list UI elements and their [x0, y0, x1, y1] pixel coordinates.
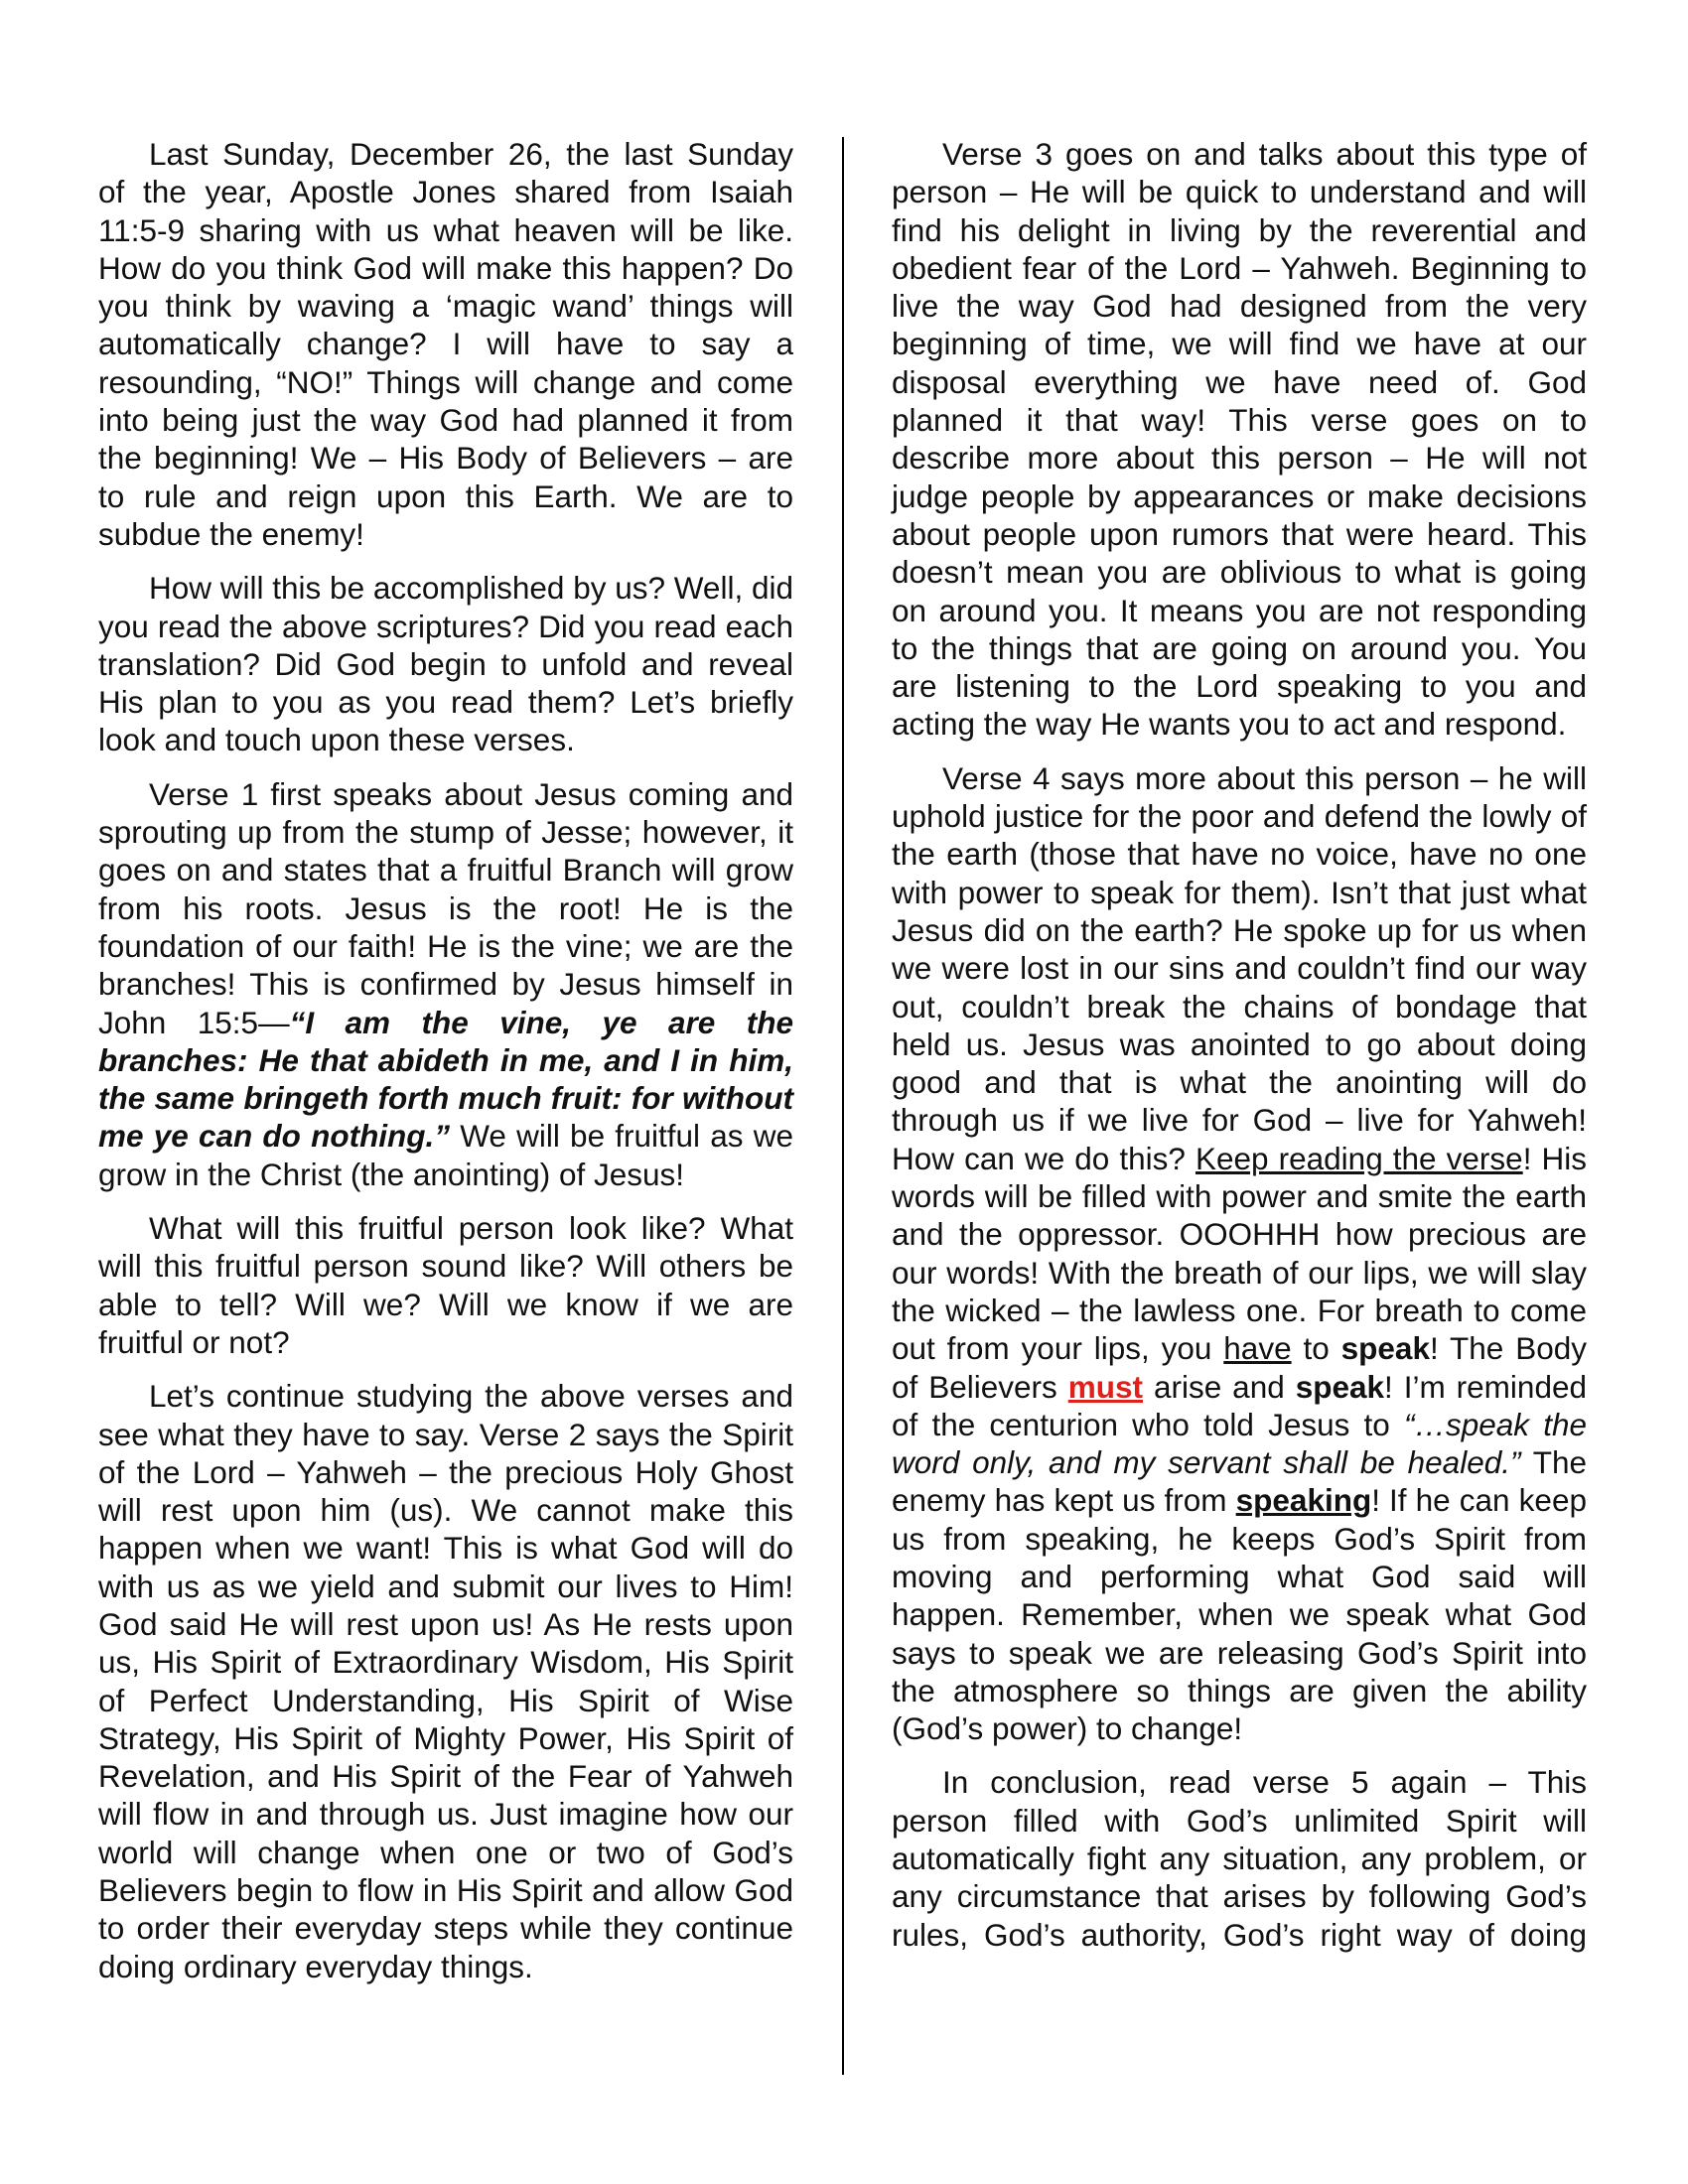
bold-underlined-text: speaking — [1235, 1482, 1372, 1519]
bold-text: speak — [1295, 1368, 1385, 1405]
left-column — [98, 135, 793, 2001]
right-column — [892, 135, 1587, 1970]
paragraph — [98, 775, 793, 1193]
paragraph-text: The enemy has kept us from — [892, 1444, 1587, 1519]
paragraph: Last Sunday, December 26, the last Sunday of the year, Apostle Jones shared from Isaiah 11:5-9 sharing with us what heaven will be like. How do you think God will make this happen? Do you think by waving a ‘magic wand’ things will automatically change? I will have to say a resounding, “NO!” Things will change and come into being just the way God had planned it from the beginning! We – His Body of Believers – are to rule and reign upon this Earth. We are to subdue the enemy! — [98, 136, 793, 552]
paragraph-text: arise and — [1143, 1368, 1296, 1405]
column-divider — [842, 137, 844, 2075]
paragraph-text: ! The Body of Believers — [892, 1330, 1587, 1405]
paragraph — [892, 759, 1587, 1748]
paragraph: How will this be accomplished by us? Well, did you read the above scriptures? Did you read each translation? Did God begin to unfold and reveal His plan to you as you read them? Let’s briefly look and touch upon these verses. — [98, 570, 793, 758]
paragraph: What will this fruitful person look like? What will this fruitful person sound like? Will others be able to tell? Will we? Will we know if we are fruitful or not? — [98, 1210, 793, 1360]
paragraph-text: Verse 4 says more about this person – he will uphold justice for the poor and defend the lowly of the earth (those that have no voice, have no one with power to speak for them). Isn’t that just what Jesus did on the earth? He spoke up for us when we were lost in our sins and couldn’t find our way out, couldn’t break the chains of bondage that held us. Jesus was anointed to go about doing good and that is what the anointing will do through us if we live for God – live for Yahweh! How can we do this? — [892, 759, 1587, 1176]
paragraph-text: to — [1291, 1330, 1341, 1367]
bold-text: speak — [1340, 1330, 1430, 1367]
scripture-quote: “…speak the word only, and my servant shall be healed.” — [892, 1406, 1587, 1481]
paragraph: In conclusion, read verse 5 again – This person filled with God’s unlimited Spirit will automatically fight any situation, any problem, or any circumstance that arises by following God’s rules, God’s authority, God’s right way of doing — [892, 1764, 1587, 1953]
red-emphasis-text: must — [1067, 1368, 1143, 1405]
paragraph-text: Verse 1 first speaks about Jesus coming and sprouting up from the stump of Jesse; however, it goes on and states that a fruitful Branch will grow from his roots. Jesus is the root! He is the foundation of our faith! He is the vine; we are the branches! This is confirmed by Jesus himself in John 15:5— — [98, 775, 793, 1040]
paragraph-text: ! If he can keep us from speaking, he keeps God’s Spirit from moving and performing what God said will happen. Remember, when we speak what God says to speak we are releasing God’s Spirit into the atmosphere so things are given the ability (God’s power) to change! — [892, 1482, 1587, 1747]
scripture-quote: “I am the vine, ye are the branches: He that abideth in me, and I in him, the same bringeth forth much fruit: for without me ye can do nothing.” — [98, 1004, 793, 1155]
paragraph: Let’s continue studying the above verses and see what they have to say. Verse 2 says the Spirit of the Lord – Yahweh – the precious Holy Ghost will rest upon him (us). We cannot make this happen when we want! This is what God will do with us as we yield and submit our lives to Him! God said He will rest upon us! As He rests upon us, His Spirit of Extraordinary Wisdom, His Spirit of Perfect Understanding, His Spirit of Wise Strategy, His Spirit of Mighty Power, His Spirit of Revelation, and His Spirit of the Fear of Yahweh will flow in and through us. Just imagine how our world will change when one or two of God’s Believers begin to flow in His Spirit and allow God to order their everyday steps while they continue doing ordinary everyday things. — [98, 1378, 793, 1984]
paragraph: Verse 3 goes on and talks about this type of person – He will be quick to understand and will find his delight in living by the reverential and obedient fear of the Lord – Yahweh. Beginning to live the way God had designed from the very beginning of time, we will find we have at our disposal everything we have need of. God planned it that way! This verse goes on to describe more about this person – He will not judge people by appearances or make decisions about people upon rumors that were heard. This doesn’t mean you are oblivious to what is going on around you. It means you are not responding to the things that are going on around you. You are listening to the Lord speaking to you and acting the way He wants you to act and respond. — [892, 136, 1587, 743]
paragraph-text: ! His words will be filled with power and smite the earth and the oppressor. OOOHHH how precious are our words! With the breath of our lips, we will slay the wicked – the lawless one. For breath to come out from your lips, you — [892, 1140, 1588, 1367]
underlined-text: Keep reading the verse — [1196, 1140, 1523, 1176]
paragraph-text: ! I’m reminded of the centurion who told Jesus to — [892, 1368, 1587, 1442]
paragraph-text: We will be fruitful as we grow in the Christ (the anointing) of Jesus! — [98, 1118, 793, 1192]
underlined-text: have — [1223, 1330, 1292, 1367]
